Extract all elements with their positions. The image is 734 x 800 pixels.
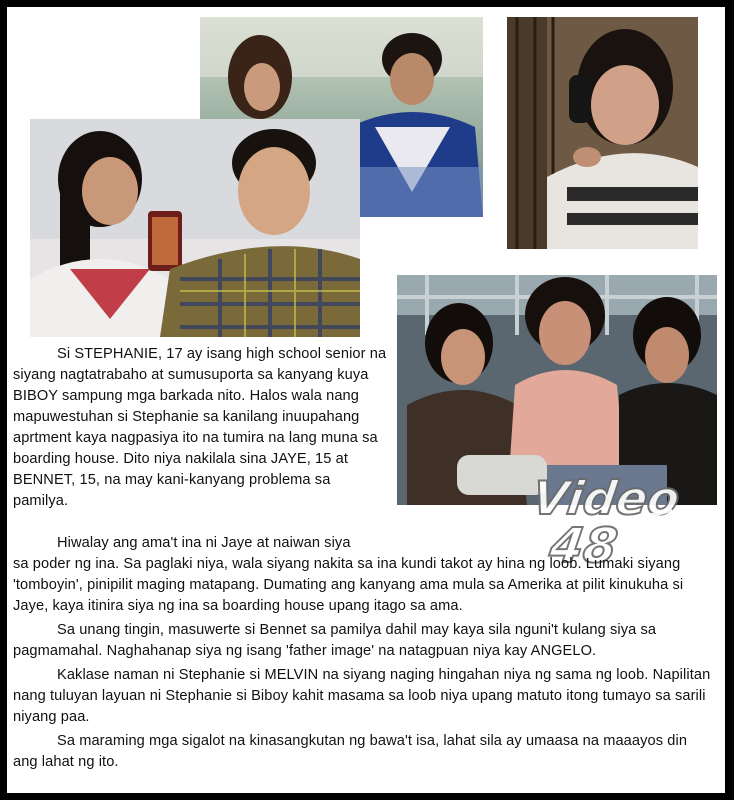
magazine-page [7, 7, 725, 793]
svg-text:Video: Video [532, 471, 682, 525]
synopsis-paragraph-1: Si STEPHANIE, 17 ay isang high school senior na siyang nagtatrabaho at sumusuporta sa kanyang kuya BIBOY sampung mga barkada nito. Halos wala nang mapuwestuhan si Stephanie sa kanilang inuupahang aprtment kaya nagpasiya ito na tumira na lang muna sa boarding house. Dito niya nakilala sina JAYE, 15 at BENNET, 15, na may kani-kanyang problema sa pamilya. [13, 346, 387, 509]
synopsis-paragraph-5: Sa maraming mga sigalot na kinasangkutan ng bawa't isa, lahat sila ay umaasa na maaayos din ang lahat ng ito. [13, 733, 688, 770]
svg-text:48: 48 [546, 518, 621, 572]
synopsis-paragraph-2-start: Hiwalay ang ama't ina ni Jaye at naiwan siya [57, 535, 351, 551]
synopsis-paragraph-4: Kaklase naman ni Stephanie si MELVIN na siyang naging hingahan niya ng sama ng loob. Napilitan nang tuluyan layuan ni Stephanie si Biboy kahit masama sa loob niya upang matuto itong tumayo sa sarili niyang paa. [13, 667, 711, 725]
synopsis-paragraph-2-cont: sa poder ng ina. Sa paglaki niya, wala siyang nakita sa ina kundi takot ay hina ng loob. Lumaki siyang 'tomboyin', pinipilit maging matapang. Dumating ang kanyang ama mula sa Amerika at pilit kinukuha si Jaye, kaya itinira siya ng ina sa boarding house upang itago sa ama. [13, 556, 684, 614]
photo-couple-gift [30, 119, 360, 337]
synopsis-paragraph-3: Sa unang tingin, masuwerte si Bennet sa pamilya dahil may kaya sila nguni't kulang siya sa pagmamahal. Naghahanap siya ng isang 'father image' na natagpuan niya kay ANGELO. [13, 622, 657, 659]
photo-girl-on-phone [507, 17, 698, 249]
